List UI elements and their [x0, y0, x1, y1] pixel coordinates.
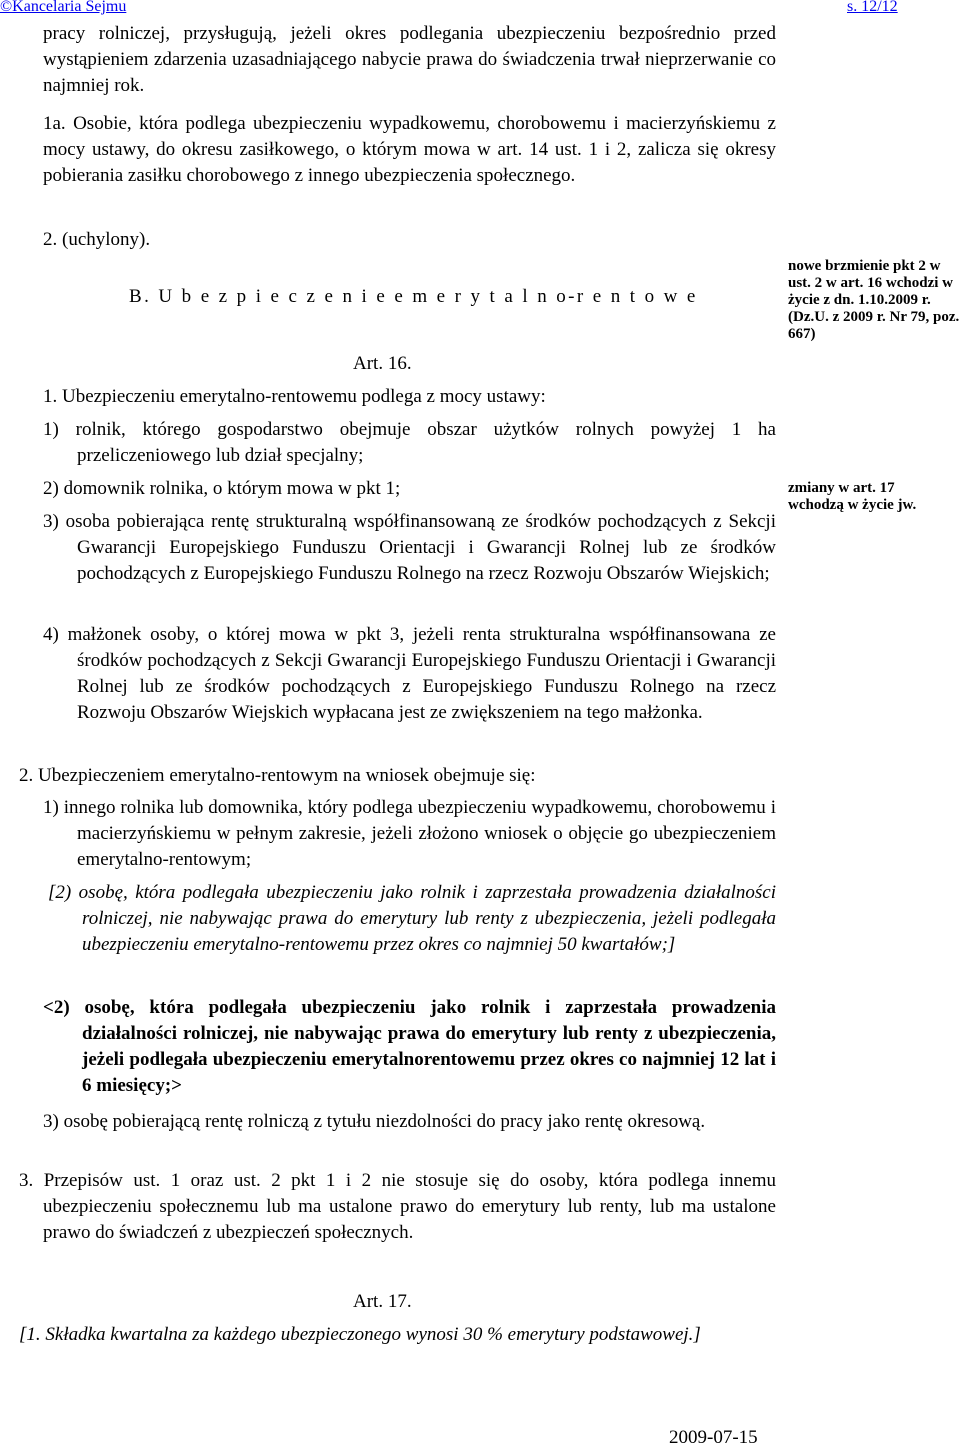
paragraph-1a: 1a. Osobie, która podlega ubezpieczeniu wypadkowemu, chorobowemu i macierzyńskiemu z mocy ustawy, do okresu zasiłkowego, o którym mowa w art. 14 ust. 1 i 2, zalicza się okresy pobierania zasiłku chorobowego z innego ubezpieczenia społecznego.	[43, 113, 776, 186]
header-page-number[interactable]: s. 12/12	[847, 0, 898, 15]
margin-note-art17-change: zmiany w art. 17 wchodzą w życie jw.	[788, 480, 917, 513]
art-16-ust-1-item-2: 2) domownik rolnika, o którym mowa w pkt 1;	[43, 478, 401, 499]
art-16-ust-1-item-3: 3) osoba pobierająca rentę strukturalną współfinansowaną ze środków pochodzących z Sekcji Gwarancji Europejskiego Funduszu Orientacji i Gwarancji Rolnej lub ze środków pochodzących z Europejskiego Funduszu Rolnego na rzecz Rozwoju Obszarów Wiejskich;	[43, 511, 776, 584]
intro-paragraph: pracy rolniczej, przysługują, jeżeli okres podlegania ubezpieczeniu bezpośrednio przed wystąpieniem zdarzenia uzasadniającego nabycie prawa do świadczenia trwał nieprzerwanie co najmniej rok.	[43, 23, 776, 96]
paragraph-2-repealed: 2. (uchylony).	[43, 229, 151, 250]
art-16-title: Art. 16.	[353, 353, 412, 374]
art-16-ust-2-item-2-new: <2) osobę, która podlegała ubezpieczeniu jako rolnik i zaprzestała prowadzenia działalności rolniczej, nie nabywając prawa do emerytury lub renty z ubezpieczenia, jeżeli podlegała ubezpieczeniu emerytalnorentowemu przez okres co najmniej 12 lat i 6 miesięcy;>	[43, 997, 776, 1096]
art-17-ust-1-old: [1. Składka kwartalna za każdego ubezpieczonego wynosi 30 % emerytury podstawowej.]	[19, 1324, 701, 1345]
section-b-heading: B. U b e z p i e c z e n i e e m e r y t a l n o-r e n t o w e	[129, 286, 698, 307]
art-17-title: Art. 17.	[353, 1291, 412, 1312]
art-16-ust-3: 3. Przepisów ust. 1 oraz ust. 2 pkt 1 i 2 nie stosuje się do osoby, która podlega innemu ubezpieczeniu społecznemu lub ma ustalone prawo do emerytury lub renty, lub ma ustalone prawo do świadczeń z ubezpieczeń społecznych.	[19, 1170, 776, 1243]
art-16-ust-1-item-4: 4) małżonek osoby, o której mowa w pkt 3, jeżeli renta strukturalna współfinansowana ze środków pochodzących z Sekcji Gwarancji Europejskiego Funduszu Orientacji i Gwarancji Rolnej lub ze środków pochodzących z Europejskiego Funduszu Rolnego na rzecz Rozwoju Obszarów Wiejskich wypłacana jest ze zwiększeniem na tego małżonka.	[43, 624, 776, 723]
header-source-link[interactable]: ©Kancelaria Sejmu	[0, 0, 127, 15]
art-16-ust-2-item-1: 1) innego rolnika lub domownika, który podlega ubezpieczeniu wypadkowemu, chorobowemu i macierzyńskiemu w pełnym zakresie, jeżeli złożono wniosek o objęcie go ubezpieczeniem emerytalno-rentowym;	[43, 797, 776, 870]
footer-date: 2009-07-15	[669, 1427, 758, 1448]
art-16-ust-2: 2. Ubezpieczeniem emerytalno-rentowym na wniosek obejmuje się:	[19, 765, 536, 786]
art-16-ust-2-item-2-old: [2) osobę, która podlegała ubezpieczeniu jako rolnik i zaprzestała prowadzenia działalności rolniczej, nie nabywając prawa do emerytury lub renty z ubezpieczenia, jeżeli podlegała ubezpieczeniu emerytalno-rentowemu przez okres co najmniej 50 kwartałów;]	[48, 882, 776, 955]
art-16-ust-1-item-1: 1) rolnik, którego gospodarstwo obejmuje obszar użytków rolnych powyżej 1 ha przeliczeniowego lub dział specjalny;	[43, 419, 776, 466]
art-16-ust-2-item-3: 3) osobę pobierającą rentę rolniczą z tytułu niezdolności do pracy jako rentę okresową.	[43, 1111, 706, 1132]
margin-note-art16-change: nowe brzmienie pkt 2 w ust. 2 w art. 16 wchodzi w życie z dn. 1.10.2009 r. (Dz.U. z 2009 r. Nr 79, poz. 667)	[788, 258, 960, 342]
art-16-ust-1: 1. Ubezpieczeniu emerytalno-rentowemu podlega z mocy ustawy:	[43, 386, 546, 407]
